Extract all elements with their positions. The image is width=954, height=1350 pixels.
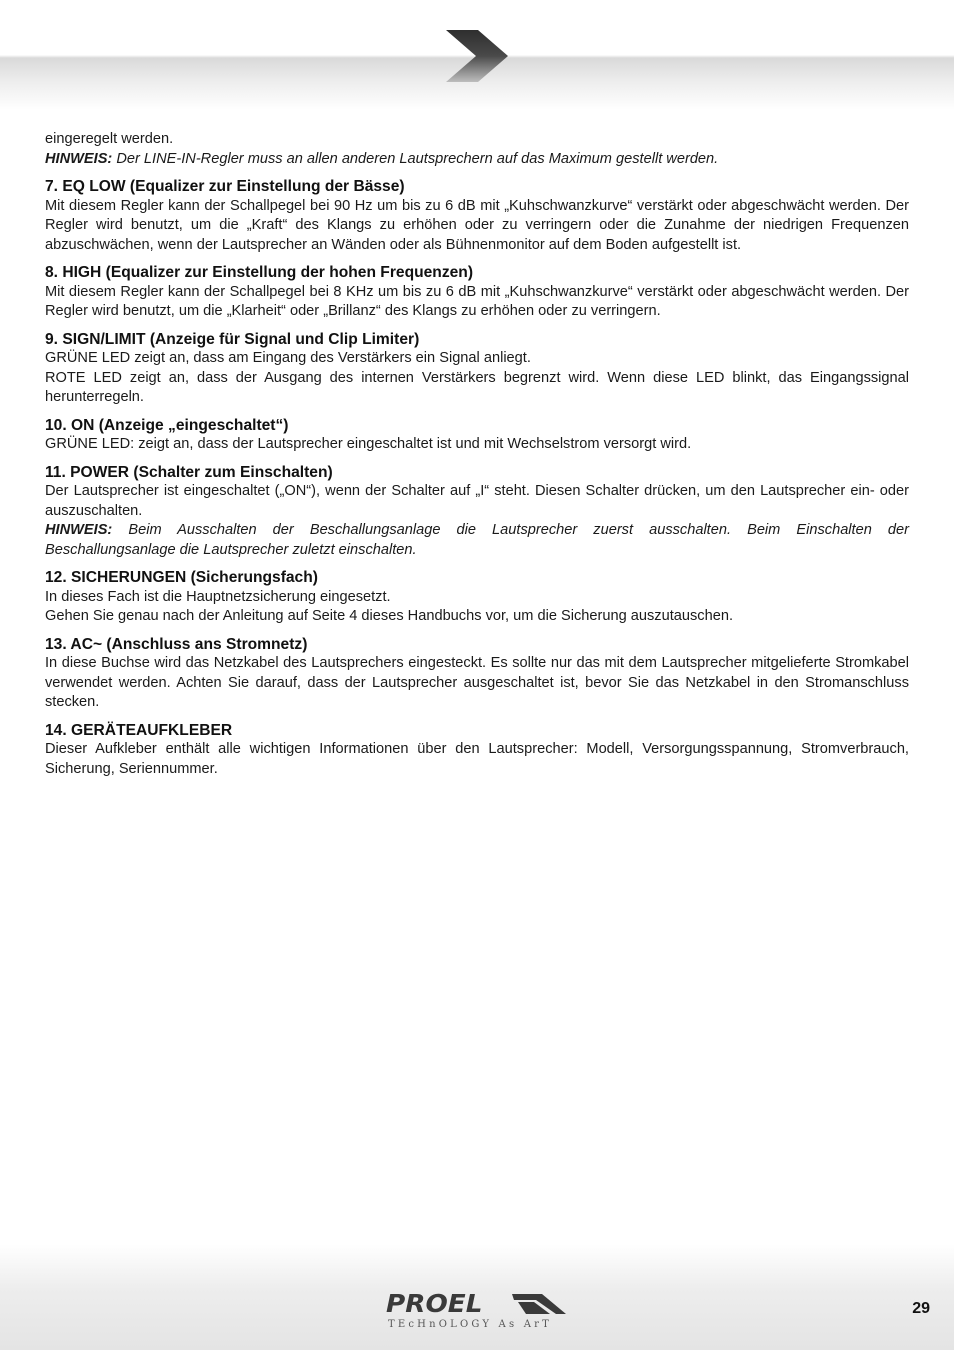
page-content <box>45 130 909 779</box>
section-body-fuses-1: In dieses Fach ist die Hauptnetzsicherung eingesetzt. <box>45 588 391 605</box>
section-heading-ac: 13. AC~ (Anschluss ans Stromnetz) <box>45 635 308 653</box>
section-heading-sign-limit: 9. SIGN/LIMIT (Anzeige für Signal und Clip Limiter) <box>45 330 420 348</box>
section-heading-on: 10. ON (Anzeige „eingeschaltet“) <box>45 416 289 434</box>
note-text: Beim Ausschalten der Beschallungsanlage die Lautsprecher zuerst ausschalten. Beim Einschalten der Beschallungsanlage die Lautsprecher zuletzt einschalten. <box>45 522 909 558</box>
logo-tagline: TEcHnOLOGY As ArT <box>388 1319 552 1330</box>
section-heading-fuses: 12. SICHERUNGEN (Sicherungsfach) <box>45 569 318 586</box>
page-number: 29 <box>912 1300 930 1317</box>
section-body-eq-low: Mit diesem Regler kann der Schallpegel bei 90 Hz um bis zu 6 dB mit „Kuhschwanzkurve“ verstärkt oder abgeschwächt werden. Der Regler wird benutzt, um die „Kraft“ des Klangs zu erhöhen oder zu verringern oder die Zunahme der niedrigen Frequenzen abzuschwächen, wenn der Lautsprecher an Wänden oder als Bühnenmonitor auf dem Boden aufgestellt ist. <box>45 197 909 253</box>
section-heading-power: 11. POWER (Schalter zum Einschalten) <box>45 463 333 481</box>
note-label: HINWEIS: <box>45 522 113 538</box>
section-body-label: Dieser Aufkleber enthält alle wichtigen Informationen über den Lautsprecher: Modell, Versorgungsspannung, Stromverbrauch, Sicherung, Seriennummer. <box>45 741 909 777</box>
section-body-sign-limit-red: ROTE LED zeigt an, dass der Ausgang des internen Verstärkers begrenzt wird. Wenn diese LED blinkt, das Eingangssignal herunterregeln. <box>45 369 909 405</box>
section-body-on: GRÜNE LED: zeigt an, dass der Lautsprecher eingeschaltet ist und mit Wechselstrom versorgt wird. <box>45 436 692 452</box>
note-text: Der LINE-IN-Regler muss an allen anderen Lautsprechern auf das Maximum gestellt werden. <box>112 150 719 167</box>
chevron-right-icon <box>444 28 510 84</box>
proel-wing-icon <box>512 1294 568 1314</box>
section-body-high: Mit diesem Regler kann der Schallpegel bei 8 KHz um bis zu 6 dB mit „Kuhschwanzkurve“ verstärkt oder abgeschwächt werden. Der Regler wird benutzt, um die „Klarheit“ oder „Brillanz“ des Klangs zu erhöhen oder zu verringern. <box>45 283 909 319</box>
section-heading-eq-low: 7. EQ LOW (Equalizer zur Einstellung der Bässe) <box>45 178 405 195</box>
section-heading-label: 14. GERÄTEAUFKLEBER <box>45 721 233 739</box>
intro-note <box>45 150 909 170</box>
section-note-power <box>45 521 909 560</box>
logo-wordmark: PROEL <box>386 1289 483 1318</box>
section-body-sign-limit-green: GRÜNE LED zeigt an, dass am Eingang des Verstärkers ein Signal anliegt. <box>45 350 531 366</box>
section-heading-high: 8. HIGH (Equalizer zur Einstellung der hohen Frequenzen) <box>45 264 474 281</box>
section-body-power: Der Lautsprecher ist eingeschaltet („ON“), wenn der Schalter auf „I“ steht. Diesen Schalter drücken, um den Lautsprecher ein- oder auszuschalten. <box>45 483 909 519</box>
section-body-ac: In diese Buchse wird das Netzkabel des Lautsprechers eingesteckt. Es sollte nur das mit dem Lautsprecher mitgelieferte Stromkabel verwendet werden. Achten Sie darauf, dass der Lautsprecher ausgeschaltet ist, bevor Sie das Netzkabel in den Stromanschluss stecken. <box>45 655 909 710</box>
section-body-fuses-2: Gehen Sie genau nach der Anleitung auf Seite 4 dieses Handbuchs vor, um die Sicherung auszutauschen. <box>45 608 733 624</box>
proel-logo <box>386 1290 570 1334</box>
note-label: HINWEIS: <box>45 150 113 167</box>
intro-continuation: eingeregelt werden. <box>45 131 174 147</box>
